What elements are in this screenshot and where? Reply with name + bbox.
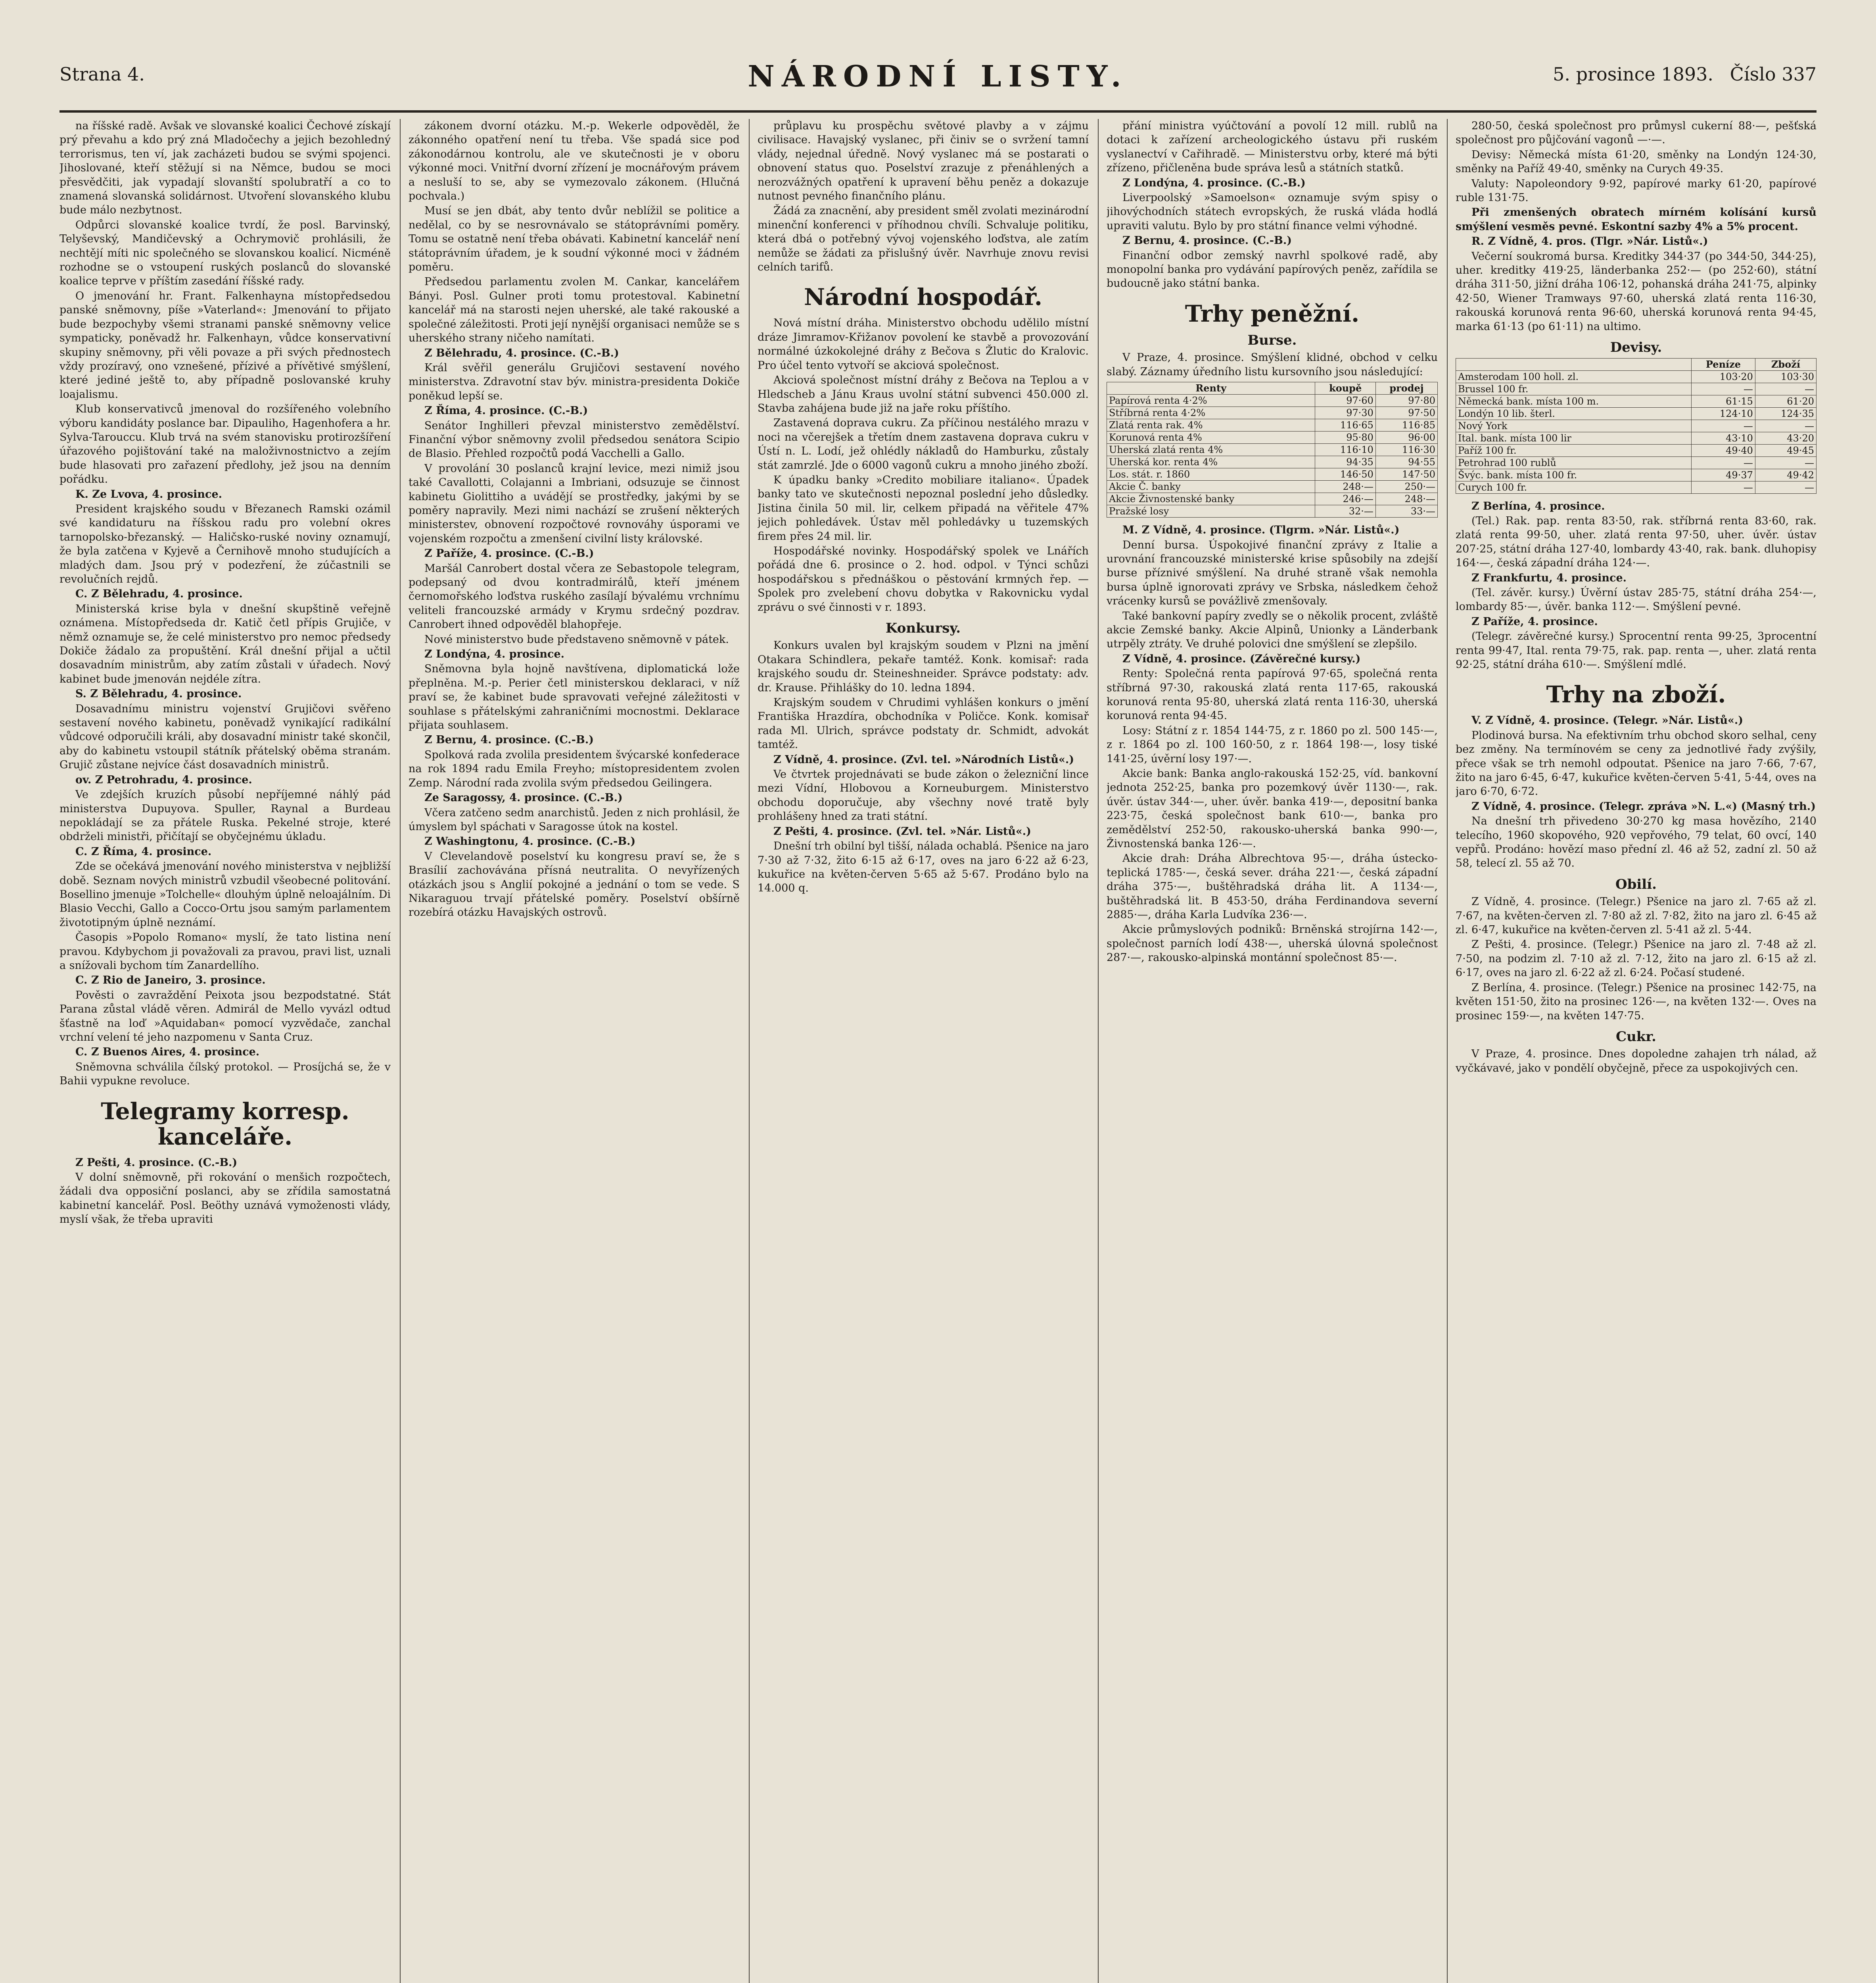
table-cell: — xyxy=(1755,456,1816,469)
subheading-bankruptcies: Konkursy. xyxy=(885,620,961,636)
article-paragraph: Na dnešní trh přivedeno 30·270 kg masa hovězího, 2140 telecího, 1960 skopového, 920 vepřového, 79 telat, 60 ovcí, 140 vepřů. Prodáno: hovězí maso přední zl. 46 až 52, zadní zl. 50 až 58, telecí zl. 55 až 70. xyxy=(1456,815,1817,870)
dateline: M. Z Vídně, 4. prosince. (Tlgrm. »Nár. Listů«.) xyxy=(1122,524,1400,537)
article-paragraph: Večerní soukromá bursa. Kreditky 344·37 (po 344·50, 344·25), uher. kreditky 419·25, länderbanka 252·— (po 252·60), státní dráha 311·50, jižní dráha 106·12, pohanská dráha 241·75, alpinky 42·50, Wiener Tramways 97·60, uherská zlatá renta 116·30, rakouská korunová renta 96·60, uherská korunová renta 94·45, marka 61·13 (po 61·11) na ultimo. xyxy=(1456,250,1817,333)
table-row xyxy=(1456,432,1817,444)
article-paragraph: Finanční odbor zemský navrhl spolkové radě, aby monopolní banka pro vydávání papírových peněz, zařídila se budoucně jako státní banka. xyxy=(1107,249,1438,290)
article-paragraph: Zastavená doprava cukru. Za příčinou nestálého mrazu v noci na včerejšek a třetím dnem zastavena doprava cukru v Ústí n. L. Lodí, jež ohlédly nákladů do Hamburku, zůstaly stát zamrzlé. Jde o 6000 vagonů cukru a mnoho jiného zboží. xyxy=(758,417,1089,472)
dateline: Z Londýna, 4. prosince. xyxy=(424,648,565,661)
table-cell: 49·37 xyxy=(1692,469,1755,481)
dateline: Z Vídně, 4. prosince. (Zvl. tel. »Národních Listů«.) xyxy=(773,753,1074,766)
masthead xyxy=(59,59,1817,103)
article-paragraph: V provolání 30 poslanců krajní levice, mezi nimiž jsou také Cavallotti, Colajanni a Imbriani, odsuzuje se činnost kabinetu Giolittiho a uvádějí se prostředky, jakými by se poměry napravily. Mezi nimi nachází se zrušení některých ministerstev, obnovení rozpočtové rovnováhy úsporami ve vojenském rozpočtu a zmenšení civilní listy královské. xyxy=(409,462,740,545)
table-cell: 43·20 xyxy=(1755,432,1816,444)
table-cell: Korunová renta 4% xyxy=(1107,432,1315,444)
column-3 xyxy=(758,119,1089,1983)
table-cell: Ital. bank. místa 100 lir xyxy=(1456,432,1692,444)
table-cell: 116·85 xyxy=(1375,419,1437,432)
article-paragraph: Z Vídně, 4. prosince. (Telegr.) Pšenice na jaro zl. 7·65 až zl. 7·67, na květen-červen zl. 7·80 až zl. 7·82, žito na jaro zl. 6·45 až zl. 6·47, kukuřice na květen-červen zl. 5·41 až zl. 5·44. xyxy=(1456,896,1817,936)
article-paragraph: Klub konservativců jmenoval do rozšířeného volebního výboru kandidáty poslance bar. Dipauliho, Hagenhofera a hr. Sylva-Tarouccu. Klub trvá na svém stanovisku protirozšíření úřazového pojištování také na maloživnostnictvo a zejím bude hlasovati pro zařazení předlohy, jež jsou na denním pořádku. xyxy=(59,403,391,486)
table-cell: Los. stát. r. 1860 xyxy=(1107,468,1315,481)
table-cell: 250·— xyxy=(1375,481,1437,493)
table-cell: Paříž 100 fr. xyxy=(1456,444,1692,456)
article-paragraph: Akcie bank: Banka anglo-rakouská 152·25, víd. bankovní jednota 252·25, banka pro pozemkový úvěr 1130·—, rak. úvěr. ústav 344·—, uher. úvěr. banka 419·—, depositní banka 223·75, česká společnost bank 610·—, banka pro zemědělství 252·50, rakousko-uherská banka 990·—, Živnostenská banka 126·—. xyxy=(1107,767,1438,850)
table-cell: 94·35 xyxy=(1315,456,1376,468)
table-cell: Nový York xyxy=(1456,420,1692,432)
table-cell: 124·10 xyxy=(1692,407,1755,420)
article-paragraph: na říšské radě. Avšak ve slovanské koalici Čechové získají prý převahu a kdo prý zná Mladočechy a jejich bezohledný terrorismus, ten ví, jak zacházeti budou se svými spojenci. Jihoslované, kteří stěžují si na Němce, budou se moci přesvědčiti, jak vypadají slovanští spolubratří a co to znamená slovanská solidárnost. Utvoření slovanského klubu bude málo nezbytnost. xyxy=(59,120,391,217)
table-row xyxy=(1107,432,1438,444)
article-paragraph: Hospodářské novinky. Hospodářský spolek ve Lnářích pořádá dne 6. prosince o 2. hod. odpol. v Týnci schůzi hospodářskou s přednáškou o pěstování krmných řep. — Spolek pro zvelebení chovu dobytka v Rakovnicku vydal zprávu o své činnosti v r. 1893. xyxy=(758,545,1089,614)
dateline: R. Z Vídně, 4. pros. (Tlgr. »Nár. Listů«.) xyxy=(1471,235,1708,248)
article-paragraph: (Tel.) Rak. pap. renta 83·50, rak. stříbrná renta 83·60, rak. zlatá renta 99·50, uher. zlatá renta 97·50, uher. úvěr. ústav 207·25, státní dráha 127·40, lombardy 43·40, rak. bank. dluhopisy 164·—, česká západní dráha 124·—. xyxy=(1456,514,1817,570)
table-cell: 61·15 xyxy=(1692,395,1755,407)
dateline: Z Paříže, 4. prosince. xyxy=(1471,615,1598,628)
article-paragraph: Žádá za znacnění, aby president směl zvolati mezinárodní minenční konferenci v příhodnou chvíli. Schvaluje politiku, která dbá o potřebný vývoj vojenského loďstva, ale zatím nemůže se žádati za přislušný úvěr. Navrhuje znovu revisi celních tarifů. xyxy=(758,205,1089,274)
table-cell: Brussel 100 fr. xyxy=(1456,383,1692,395)
column-2 xyxy=(409,119,740,1983)
table-cell: Zlatá renta rak. 4% xyxy=(1107,419,1315,432)
article-paragraph: zákonem dvorní otázku. M.-p. Wekerle odpověděl, že zákonného opatření není tu třeba. Vše spadá sice pod zákonodárnou kontrolu, ale ve skutečnosti je v oboru výkonné moci. Vnitřní dvorní zřízení je mocnářovým právem a nesluší to se, aby se vymezovalo zákonem. (Hlučná pochvala.) xyxy=(409,120,740,203)
page-number: Strana 4. xyxy=(59,63,145,85)
subheading-grain: Obilí. xyxy=(1615,876,1657,892)
dateline: C. Z Bělehradu, 4. prosince. xyxy=(75,588,243,600)
column-5 xyxy=(1456,119,1817,1983)
newspaper-title: NÁRODNÍ LISTY. xyxy=(748,59,1128,94)
article-paragraph: Akcie průmyslových podniků: Brněnská strojírna 142·—, společnost parních lodí 438·—, uherská úlovná společnost 287·—, rakousko-alpinská montánní společnost 85·—. xyxy=(1107,923,1438,964)
dateline: Z Říma, 4. prosince. (C.-B.) xyxy=(424,405,588,417)
table-cell: — xyxy=(1692,456,1755,469)
article-paragraph: Také bankovní papíry zvedly se o několik procent, zvláště akcie Zemské banky. Akcie Alpinů, Unionky a Länderbank utrpěly ztráty. Ve druhé polovici dne smýšlení se zlepšilo. xyxy=(1107,610,1438,650)
table-row xyxy=(1456,370,1817,383)
section-heading-telegrams: Telegramy korresp. kanceláře. xyxy=(101,1097,349,1150)
section-heading-money-markets: Trhy peněžní. xyxy=(1185,300,1360,327)
column-1 xyxy=(59,119,391,1983)
article-paragraph: Losy: Státní z r. 1854 144·75, z r. 1860 po zl. 500 145·—, z r. 1864 po zl. 100 160·50, z r. 1864 198·—, losy tiské 141·25, úvěrní losy 197·—. xyxy=(1107,724,1438,765)
table-cell: 33·— xyxy=(1375,505,1437,518)
article-paragraph: Časopis »Popolo Romano« myslí, že tato listina není pravou. Kdybychom ji považovali za pravou, pravi list, uznali a snížovali bychom tím Zanardellího. xyxy=(59,931,391,972)
column-4 xyxy=(1107,119,1438,1983)
subheading-sugar: Cukr. xyxy=(1616,1028,1656,1045)
table-cell: 103·30 xyxy=(1755,370,1816,383)
table-row xyxy=(1456,481,1817,493)
table-cell: Akcie Č. banky xyxy=(1107,481,1315,493)
dateline: Z Pešti, 4. prosince. (C.-B.) xyxy=(75,1156,238,1169)
table-cell: Uherská kor. renta 4% xyxy=(1107,456,1315,468)
dateline: C. Z Říma, 4. prosince. xyxy=(75,845,212,858)
table-row xyxy=(1456,456,1817,469)
dateline: Z Vídně, 4. prosince. (Závěrečné kursy.) xyxy=(1122,652,1361,665)
prague-bourse-table xyxy=(1107,382,1438,518)
table-cell: Amsterodam 100 holl. zl. xyxy=(1456,370,1692,383)
table-row xyxy=(1107,456,1438,468)
article-paragraph: Nová místní dráha. Ministerstvo obchodu udělilo místní dráze Jimramov-Křižanov povolení ke stavbě a provozování normálné úzkokolejné dráhy z Bečova s Žlutic do Kralovic. Pro účel tento vytvoří se akciová společnost. xyxy=(758,317,1089,372)
article-paragraph: Akcie drah: Dráha Albrechtova 95·—, dráha ústecko-teplická 1785·—, česká sever. dráha 221·—, česká západní dráha 375·—, buštěhradská dráha lit. A 1134·—, buštěhradská lit. B 453·50, dráha Ferdinandova severní 2885·—, dráha Karla Ludvíka 236·—. xyxy=(1107,852,1438,921)
table-cell: Petrohrad 100 rublů xyxy=(1456,456,1692,469)
table-row xyxy=(1107,493,1438,505)
article-paragraph: Při zmenšených obratech mírném kolísání kursů smýšlení vesměs pevné. Eskontní sazby 4% a 5% procent. xyxy=(1456,206,1817,233)
dateline: Z Frankfurtu, 4. prosince. xyxy=(1471,572,1627,584)
article-paragraph: Plodinová bursa. Na efektivním trhu obchod skoro selhal, ceny bez změny. Na termínovém se ceny za jednotlivé řady zvýšily, přece však se trh nemohl odpoutat. Pšenice na jaro 7·66, 7·67, žito na jaro 6·45, 6·47, kukuřice květen-červen 5·41, 5·44, oves na jaro 6·70, 6·72. xyxy=(1456,729,1817,798)
header-rule xyxy=(59,110,1817,113)
column-divider xyxy=(749,119,750,1983)
column-header: Zboží xyxy=(1755,358,1816,370)
dateline: C. Z Buenos Aires, 4. prosince. xyxy=(75,1046,260,1059)
dateline: Z Bělehradu, 4. prosince. (C.-B.) xyxy=(424,347,619,359)
table-row xyxy=(1456,469,1817,481)
subheading-devisy: Devisy. xyxy=(1610,339,1662,356)
article-paragraph: President krajského soudu v Březanech Ramski ozámil své kandidaturu na říšskou radu pro volební okres tarnopolsko-březanský. — Haličsko-ruské noviny oznamují, že byla zatčena v Kyjevě a Černihově mnoho studujících a mladých dam. Jsou prý v podezření, že zúčastnili se revolučních rejdů. xyxy=(59,502,391,585)
article-paragraph: 280·50, česká společnost pro průmysl cukerní 88·—, pešťská společnost pro půjčování vagonů —·—. xyxy=(1456,120,1817,146)
article-paragraph: Devisy: Německá místa 61·20, směnky na Londýn 124·30, směnky na Paříž 49·40, směnky na Curych 49·35. xyxy=(1456,148,1817,175)
table-row xyxy=(1107,468,1438,481)
table-cell: 116·10 xyxy=(1315,444,1376,456)
dateline: Z Vídně, 4. prosince. (Telegr. zpráva »N. L.«) (Masný trh.) xyxy=(1471,800,1816,813)
article-paragraph: Zde se očekává jmenování nového ministerstva v nejbližší době. Seznam nových ministrů vzbudil všeobecné politování. Bosellino jmenuje »Tolchelle« dlouhým úplně neloajálním. Di Blasio Vecchi, Gallo a Cocco-Ortu jsou samým parlamentem živototipným úplně neznámí. xyxy=(59,860,391,929)
article-paragraph: Spolková rada zvolila presidentem švýcarské konfederace na rok 1894 radu Emila Freyho; místopresidentem zvolen Zemp. Národní rada zvolila svým předsedou Geilingera. xyxy=(409,748,740,789)
article-paragraph: Z Berlína, 4. prosince. (Telegr.) Pšenice na prosinec 142·75, na květen 151·50, žito na prosinec 126·—, na květen 132·—. Oves na prosinec 159·—, na květen 147·75. xyxy=(1456,981,1817,1022)
article-paragraph: (Tel. závěr. kursy.) Úvěrní ústav 285·75, státní dráha 254·—, lombardy 85·—, úvěr. banka 112·—. Smýšlení pevné. xyxy=(1456,586,1817,613)
issue-number: Číslo 337 xyxy=(1730,63,1817,85)
dateline: ov. Z Petrohradu, 4. prosince. xyxy=(75,773,252,786)
article-paragraph: Král svěřil generálu Grujičovi sestavení nového ministerstva. Zdravotní stav býv. ministra-presidenta Dokiče poněkud lepší se. xyxy=(409,361,740,402)
column-header: prodej xyxy=(1375,382,1437,395)
devisy-table xyxy=(1456,358,1817,494)
article-paragraph: Sněmovna schválila čílský protokol. — Prosíjchá se, že v Bahii vypukne revoluce. xyxy=(59,1061,391,1087)
dateline: Z Bernu, 4. prosince. (C.-B.) xyxy=(1122,234,1292,247)
table-cell: 97·80 xyxy=(1375,395,1437,407)
dateline: Z Pešti, 4. prosince. (Zvl. tel. »Nár. Listů«.) xyxy=(773,825,1031,838)
table-row xyxy=(1107,505,1438,518)
table-cell: 49·42 xyxy=(1755,469,1816,481)
subheading-bourse: Burse. xyxy=(1247,332,1297,348)
table-cell: Pražské losy xyxy=(1107,505,1315,518)
table-row xyxy=(1107,481,1438,493)
article-paragraph: Senátor Inghilleri převzal ministerstvo zemědělství. Finanční výbor sněmovny zvolil předsedou senátora Scipio de Blasio. Přehled rozpočtů podá Vacchelli a Gallo. xyxy=(409,419,740,460)
dateline: V. Z Vídně, 4. prosince. (Telegr. »Nár. Listů«.) xyxy=(1471,714,1744,727)
table-row xyxy=(1456,407,1817,420)
article-paragraph: Včera zatčeno sedm anarchistů. Jeden z nich prohlásil, že úmyslem byl spáchati v Saragosse útok na kostel. xyxy=(409,806,740,833)
article-paragraph: Renty: Společná renta papírová 97·65, společná renta stříbrná 97·30, rakouská zlatá renta 117·65, rakouská korunová renta 95·80, uherská zlatá renta 116·30, uherská korunová renta 94·45. xyxy=(1107,667,1438,722)
table-cell: 103·20 xyxy=(1692,370,1755,383)
table-row xyxy=(1107,407,1438,419)
table-row xyxy=(1107,444,1438,456)
article-paragraph: (Telegr. závěrečné kursy.) Sprocentní renta 99·25, 3procentní renta 99·47, Ital. renta 79·75, rak. pap. renta —, uher. zlatá renta 92·25, státní dráha 610·—. Smýšlení mdlé. xyxy=(1456,630,1817,671)
table-cell: 248·— xyxy=(1315,481,1376,493)
table-cell: 61·20 xyxy=(1755,395,1816,407)
table-cell: 248·— xyxy=(1375,493,1437,505)
table-cell: — xyxy=(1755,481,1816,493)
table-cell: 246·— xyxy=(1315,493,1376,505)
article-paragraph: průplavu ku prospěchu světové plavby a v zájmu civilisace. Havajský vyslanec, při činiv se o svržení tamní vlády, nejednal úředně. Nový vyslanec má se postarati o obnovení status quo. Poselství zrazuje z přenáhlených a nerozvážných opatření k upravení běhu peněz a dokazuje nutnost pevného finančního plánu. xyxy=(758,120,1089,203)
table-cell: 116·65 xyxy=(1315,419,1376,432)
article-paragraph: Nové ministerstvo bude představeno sněmovně v pátek. xyxy=(424,633,729,646)
table-cell: Londýn 10 lib. šterl. xyxy=(1456,407,1692,420)
column-divider xyxy=(1098,119,1099,1983)
table-cell: 97·30 xyxy=(1315,407,1376,419)
table-header-row xyxy=(1456,358,1817,370)
table-cell: 97·60 xyxy=(1315,395,1376,407)
table-cell: Papírová renta 4·2% xyxy=(1107,395,1315,407)
table-cell: Švýc. bank. místa 100 fr. xyxy=(1456,469,1692,481)
table-row xyxy=(1456,395,1817,407)
table-cell: Stříbrná renta 4·2% xyxy=(1107,407,1315,419)
article-paragraph: Valuty: Napoleondory 9·92, papírové marky 61·20, papírové ruble 131·75. xyxy=(1456,177,1817,204)
article-paragraph: přání ministra vyúčtování a povolí 12 mill. rublů na dotaci k zařízení archeologického ústavu při ruském vyslanectví v Cařihradě. — Ministerstvu orby, které má býti zřízeno, přičleněna bude správa lesů a státních statků. xyxy=(1107,120,1438,175)
table-cell: — xyxy=(1755,383,1816,395)
table-cell: 94·55 xyxy=(1375,456,1437,468)
article-paragraph: Maršál Canrobert dostal včera ze Sebastopole telegram, podepsaný od dvou kontradmirálů, kteří jménem černomořského loďstva ruského zasílají bývalému vrchnímu veliteli francouzské armády v Krymu srdečný pozdrav. Canrobert ihned odpověděl blahopřeje. xyxy=(409,562,740,631)
table-row xyxy=(1107,395,1438,407)
table-row xyxy=(1456,420,1817,432)
dateline: Z Paříže, 4. prosince. (C.-B.) xyxy=(424,547,594,560)
column-divider xyxy=(1447,119,1448,1983)
article-paragraph: V Praze, 4. prosince. Smýšlení klidné, obchod v celku slabý. Záznamy úředního listu kursovního jsou následující: xyxy=(1107,351,1438,378)
article-paragraph: Musí se jen dbát, aby tento dvůr neblížil se politice a nedělal, co by se nesrovnávalo se státoprávními poměry. Tomu se ostatně není třeba obávati. Kabinetní kancelář není státoprávním úřadem, je k soudní výkonné moci v žádném poměru. xyxy=(409,205,740,274)
article-paragraph: V Clevelandově poselství ku kongresu praví se, že s Brasílií zachovávána přísná neutralita. O nevyřízených otázkách jsou s Anglií pokojné a jednání o tom se vede. S Nikaraguou trvají přátelské poměry. Poselství obšírně rozebírá otázku Havajských ostrovů. xyxy=(409,850,740,919)
dateline: C. Z Rio de Janeiro, 3. prosince. xyxy=(75,974,266,987)
article-paragraph: Ve zdejších kruzích působí nepříjemné náhlý pád ministerstva Dupuyova. Spuller, Raynal a Burdeau nepokládají se za přátele Ruska. Pekelné stroje, které obdrželi ministři, přičítají se obyčejnému úkladu. xyxy=(59,788,391,843)
table-cell: 116·30 xyxy=(1375,444,1437,456)
table-cell: — xyxy=(1692,420,1755,432)
dateline: S. Z Bělehradu, 4. prosince. xyxy=(75,688,242,700)
table-cell: 49·45 xyxy=(1755,444,1816,456)
article-paragraph: Z Pešti, 4. prosince. (Telegr.) Pšenice na jaro zl. 7·48 až zl. 7·50, na podzim zl. 7·10 až zl. 7·12, žito na jaro zl. 6·15 až zl. 6·17, oves na jaro zl. 6·22 až zl. 6·24. Počasí studené. xyxy=(1456,938,1817,979)
article-paragraph: Krajským soudem v Chrudimi vyhlášen konkurs o jmění Františka Hrazdíra, obchodníka v Poličce. Konk. komisař rada Ml. Ulrich, správce podstaty dr. Schmidt, advokát tamtéž. xyxy=(758,696,1089,751)
table-cell: 32·— xyxy=(1315,505,1376,518)
table-cell: — xyxy=(1755,420,1816,432)
article-paragraph: V Praze, 4. prosince. Dnes dopoledne zahajen trh nálad, až vyčkávavé, jako v pondělí obyčejně, přece za uspokojivých cen. xyxy=(1456,1048,1817,1074)
article-paragraph: Konkurs uvalen byl krajským soudem v Plzni na jmění Otakara Schindlera, pekaře tamtéž. Konk. komisař: rada krajského soudu dr. Steineshneider. Správce podstaty: adv. dr. Krause. Přihlášky do 10. ledna 1894. xyxy=(758,639,1089,694)
table-cell: Curych 100 fr. xyxy=(1456,481,1692,493)
dateline: Z Londýna, 4. prosince. (C.-B.) xyxy=(1122,176,1306,189)
table-cell: Německá bank. místa 100 m. xyxy=(1456,395,1692,407)
article-paragraph: Ministerská krise byla v dnešní skupštině veřejně oznámena. Místopředseda dr. Katič četl přípis Grujiče, v němž oznamuje se, že celé ministerstvo pro nemoc předsedy Dokiče žádalo za propuštění. Král dnešní přijal a učtil dosavadním ministrům, aby zatím zůstali v úřadech. Nový kabinet bude jmenován nejdéle zítra. xyxy=(59,602,391,685)
dateline: K. Ze Lvova, 4. prosince. xyxy=(75,488,223,501)
article-paragraph: K úpadku banky »Credito mobiliare italiano«. Úpadek banky tato ve skutečnosti nepoznal poslední jeho důsledky. Jistina činila 50 mil. lir, celkem připadá na věřitele 47% jejich pohledávek. Ústav měl pohledávky u tuzemských firem přes 24 mil. lir. xyxy=(758,474,1089,543)
table-row xyxy=(1456,383,1817,395)
table-cell: 124·35 xyxy=(1755,407,1816,420)
article-paragraph: Liverpoolský »Samoelson« oznamuje svým spisy o jihovýchodních státech evropských, že ruská vláda hodlá upraviti valutu. Bylo by pro státní finance velmi výhodné. xyxy=(1107,192,1438,232)
article-paragraph: Akciová společnost místní dráhy z Bečova na Teplou a v Hledscheb a Jánu Kraus uvolní státní subvenci 450.000 zl. Stavba zahájena bude již na jaře roku příštího. xyxy=(758,374,1089,414)
dateline: Z Washingtonu, 4. prosince. (C.-B.) xyxy=(424,835,636,848)
article-paragraph: O jmenování hr. Frant. Falkenhayna místopředsedou panské sněmovny, píše »Vaterland«: Jmenování to přijato bude bezpochyby všemi stranami panské sněmovny velice sympaticky, poněvadž hr. Falkenhayn, vůdce konservativní skupiny sněmovny, při věli povaze a při svých přednostech vždy prozíravý, ono vznešené, přízivé a přívětivé smýšlení, které jediné ještě to, aby případně poslovanské kruhy loajalismu. xyxy=(59,290,391,401)
column-header: Renty xyxy=(1107,382,1315,395)
table-row xyxy=(1456,444,1817,456)
table-cell: — xyxy=(1692,383,1755,395)
issue-date: 5. prosince 1893. xyxy=(1553,63,1713,85)
section-heading-commodity-markets: Trhy na zboží. xyxy=(1546,681,1726,708)
column-header: Peníze xyxy=(1692,358,1755,370)
table-row xyxy=(1107,419,1438,432)
section-heading-economy: Národní hospodář. xyxy=(804,284,1043,311)
table-cell: 96·00 xyxy=(1375,432,1437,444)
article-paragraph: Dnešní trh obilní byl tišší, nálada ochablá. Pšenice na jaro 7·30 až 7·32, žito 6·15 až 6·17, oves na jaro 6·22 až 6·23, kukuřice na květen-červen 5·65 až 5·67. Prodáno bylo na 14.000 q. xyxy=(758,840,1089,895)
article-paragraph: Sněmovna byla hojně navštívena, diplomatická lože přeplněna. M.-p. Perier četl ministerskou deklaraci, v níž praví se, že kabinet bude spravovati veřejné záležitosti v souhlase s přátelskými zahraničními mocnostmi. Deklarace přijata souhlasem. xyxy=(409,663,740,732)
article-paragraph: Denní bursa. Úspokojivé finanční zprávy z Italie a urovnání francouzské ministerské krise spůsobily na zdejší burse příznivé smýšlení. Na druhé straně však nemohla bursa úplně ignorovati zprávy ve Srbska, následkem čehož vrácenky kursů se povážlivě zmenšovaly. xyxy=(1107,539,1438,608)
table-header-row xyxy=(1107,382,1438,395)
table-cell: Akcie Živnostenské banky xyxy=(1107,493,1315,505)
table-cell: 95·80 xyxy=(1315,432,1376,444)
column-header: koupě xyxy=(1315,382,1376,395)
dateline: Z Bernu, 4. prosince. (C.-B.) xyxy=(424,734,594,746)
article-paragraph: V dolní sněmovně, při rokování o menšich rozpočtech, žádali dva opposiční poslanci, aby se zřídila samostatná kabinetní kancelář. Posl. Beöthy uznává vymoženosti vlády, myslí však, že třeba upraviti xyxy=(59,1171,391,1226)
dateline: Ze Saragossy, 4. prosince. (C.-B.) xyxy=(424,792,623,804)
article-paragraph: Dosavadnímu ministru vojenství Grujičovi svěřeno sestavení nového kabinetu, poněvadž vynikající radikální vůdcové odporučili králi, aby dosavadní ministr také skončil, aby do kabinetu vstoupil státník přátelský oběma stranám. Grujič zůstane nejvíce část dosavadních ministrů. xyxy=(59,702,391,771)
table-cell: 146·50 xyxy=(1315,468,1376,481)
article-paragraph: Pověsti o zavraždění Peixota jsou bezpodstatné. Stát Parana zůstal vládě věren. Admirál de Mello vyvázl odtud šťastně na loď »Aquidaban« pomocí vyzvědače, zanchal vrchní velení té jeho nazpomenu v Santa Cruz. xyxy=(59,989,391,1043)
table-cell: Uherská zlatá renta 4% xyxy=(1107,444,1315,456)
table-cell: 147·50 xyxy=(1375,468,1437,481)
table-cell: — xyxy=(1692,481,1755,493)
article-paragraph: Předsedou parlamentu zvolen M. Cankar, kancelářem Bányi. Posl. Gulner proti tomu protestoval. Kabinetní kancelář má na starosti nejen uherské, ale také rakouské a společné záležitosti. Proti její nynější organisaci nemůže se s uherského strany ničeho namítati. xyxy=(409,276,740,345)
column-header xyxy=(1456,358,1692,370)
article-paragraph: Odpůrci slovanské koalice tvrdí, že posl. Barvinský, Telyševský, Mandičevský a Ochrymovič prohlásili, že nechtějí míti nic společného se slovanskou koalicí. Nicméně rozhodne se o vstoupení ruských poslanců do slovanské koalice teprve v příštím zasedání říšské rady. xyxy=(59,219,391,288)
dateline: Z Berlína, 4. prosince. xyxy=(1471,500,1605,512)
article-paragraph: Ve čtvrtek projednávati se bude zákon o železniční lince mezi Vídní, Hlobovou a Korneuburgem. Ministerstvo obchodu doporučuje, aby všechny nové tratě byly prohlášeny hned za trati státní. xyxy=(758,768,1089,823)
table-cell: 97·50 xyxy=(1375,407,1437,419)
table-cell: 43·10 xyxy=(1692,432,1755,444)
column-divider xyxy=(400,119,401,1983)
table-cell: 49·40 xyxy=(1692,444,1755,456)
